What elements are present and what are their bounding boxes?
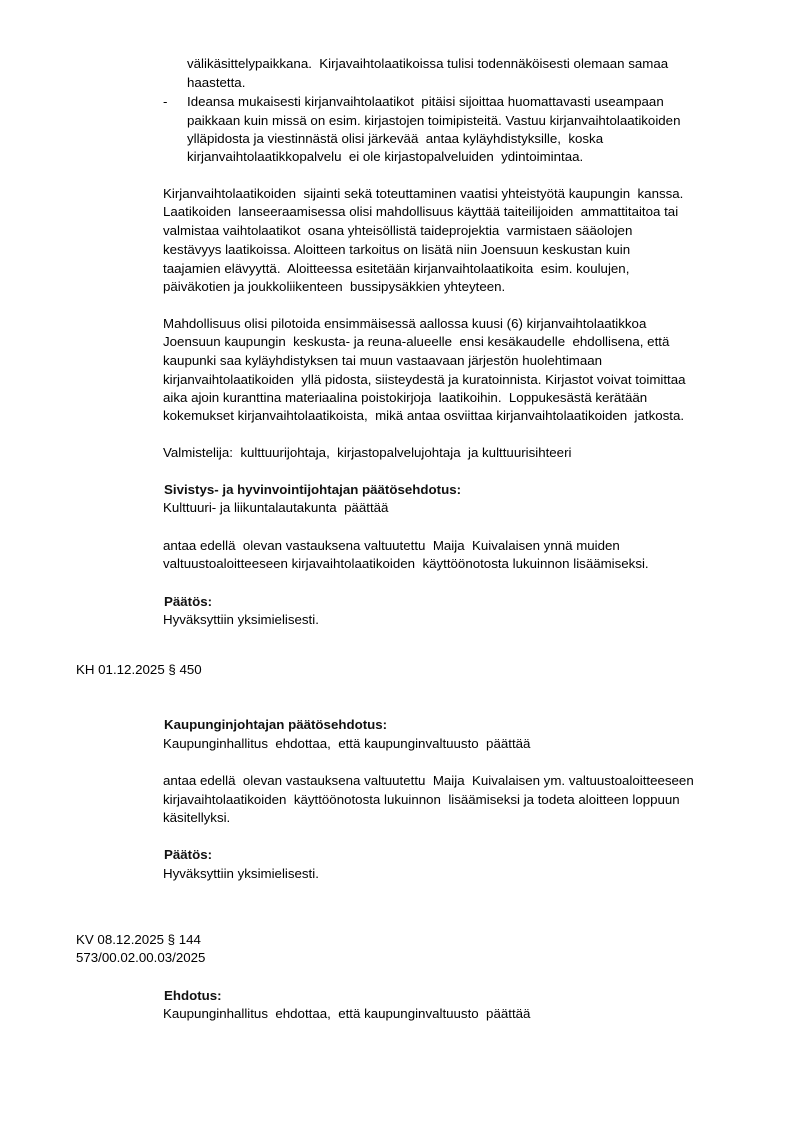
section-heading: Ehdotus: — [164, 988, 222, 1003]
section-heading: Sivistys- ja hyvinvointijohtajan päätösehdotus: — [164, 482, 462, 497]
section-body-line: käsitellyksi. — [163, 810, 231, 825]
decision-text: Hyväksyttiin yksimielisesti. — [163, 612, 319, 627]
section-intro: Kulttuuri- ja liikuntalautakunta päättää — [163, 500, 389, 515]
bullet-item-line: kirjanvaihtolaatikkopalvelu ei ole kirjastopalveluiden ydintoimintaa. — [187, 149, 584, 164]
paragraph-line: Joensuun kaupungin keskusta- ja reuna-alueelle ensi kesäkaudelle ehdollisena, että — [163, 334, 670, 349]
section-heading: Kaupunginjohtajan päätösehdotus: — [164, 717, 388, 732]
paragraph-line: kaupunki saa kyläyhdistyksen tai muun vastaavaan järjestön huolehtimaan — [163, 353, 603, 368]
paragraph-line: Mahdollisuus olisi pilotoida ensimmäisessä aallossa kuusi (6) kirjanvaihtolaatikkoa — [163, 316, 647, 331]
list-continuation-line: välikäsittelypaikkana. Kirjavaihtolaatikoissa tulisi todennäköisesti olemaan samaa — [187, 56, 669, 71]
kv-reference: KV 08.12.2025 § 144 — [76, 932, 201, 947]
paragraph-line: taajamien elävyyttä. Aloitteessa esitetään kirjanvaihtolaatikoita esim. koulujen, — [163, 261, 630, 276]
paragraph-line: Laatikoiden lanseeraamisessa olisi mahdollisuus käyttää taiteilijoiden ammattitaitoa tai — [163, 204, 679, 219]
paragraph-line: kestävyys laatikoissa. Aloitteen tarkoitus on lisätä niin Joensuun keskustan kuin — [163, 242, 631, 257]
paragraph-line: kirjanvaihtolaatikoiden yllä pidosta, siisteydestä ja kuratoinnista. Kirjastot voivat toimittaa — [163, 372, 686, 387]
bullet-dash: - — [163, 94, 168, 109]
record-number: 573/00.02.00.03/2025 — [76, 950, 206, 965]
paragraph-line: päiväkotien ja joukkoliikenteen bussipysäkkien yhteyteen. — [163, 279, 506, 294]
kh-reference: KH 01.12.2025 § 450 — [76, 662, 202, 677]
section-body-line: kirjavaihtolaatikoiden käyttöönotosta lukuinnon lisäämiseksi ja todeta aloitteen loppuun — [163, 792, 680, 807]
decision-text: Hyväksyttiin yksimielisesti. — [163, 866, 319, 881]
list-continuation-line: haastetta. — [187, 75, 246, 90]
bullet-item-line: Ideansa mukaisesti kirjanvaihtolaatikot pitäisi sijoittaa huomattavasti useampaan — [187, 94, 664, 109]
bullet-item-line: ylläpidosta ja viestinnästä olisi järkevää antaa kyläyhdistyksille, koska — [187, 131, 604, 146]
paragraph-line: aika ajoin kuranttina materiaalina poistokirjoja laatikoihin. Loppukesästä kerätään — [163, 390, 648, 405]
paragraph-line: valmistaa vaihtolaatikot osana yhteisöllistä taideprojektia varmistaen sääolojen — [163, 223, 633, 238]
section-intro: Kaupunginhallitus ehdottaa, että kaupunginvaltuusto päättää — [163, 736, 531, 751]
paragraph-line: Kirjanvaihtolaatikoiden sijainti sekä toteuttaminen vaatisi yhteistyötä kaupungin kanssa. — [163, 186, 684, 201]
section-intro: Kaupunginhallitus ehdottaa, että kaupunginvaltuusto päättää — [163, 1006, 531, 1021]
section-body-line: valtuustoaloitteeseen kirjavaihtolaatikoiden käyttöönotosta lukuinnon lisäämiseksi. — [163, 556, 649, 571]
preparer-line: Valmistelija: kulttuurijohtaja, kirjastopalvelujohtaja ja kulttuurisihteeri — [163, 445, 572, 460]
bullet-item-line: paikkaan kuin missä on esim. kirjastojen toimipisteitä. Vastuu kirjanvaihtolaatikoiden — [187, 113, 681, 128]
section-body-line: antaa edellä olevan vastauksena valtuutettu Maija Kuivalaisen ynnä muiden — [163, 538, 620, 553]
section-body-line: antaa edellä olevan vastauksena valtuutettu Maija Kuivalaisen ym. valtuustoaloitteeseen — [163, 773, 694, 788]
paragraph-line: kokemukset kirjanvaihtolaatikoista, mikä antaa osviittaa kirjanvaihtolaatikoiden jatkosta. — [163, 408, 685, 423]
decision-heading: Päätös: — [164, 847, 213, 862]
decision-heading: Päätös: — [164, 594, 213, 609]
